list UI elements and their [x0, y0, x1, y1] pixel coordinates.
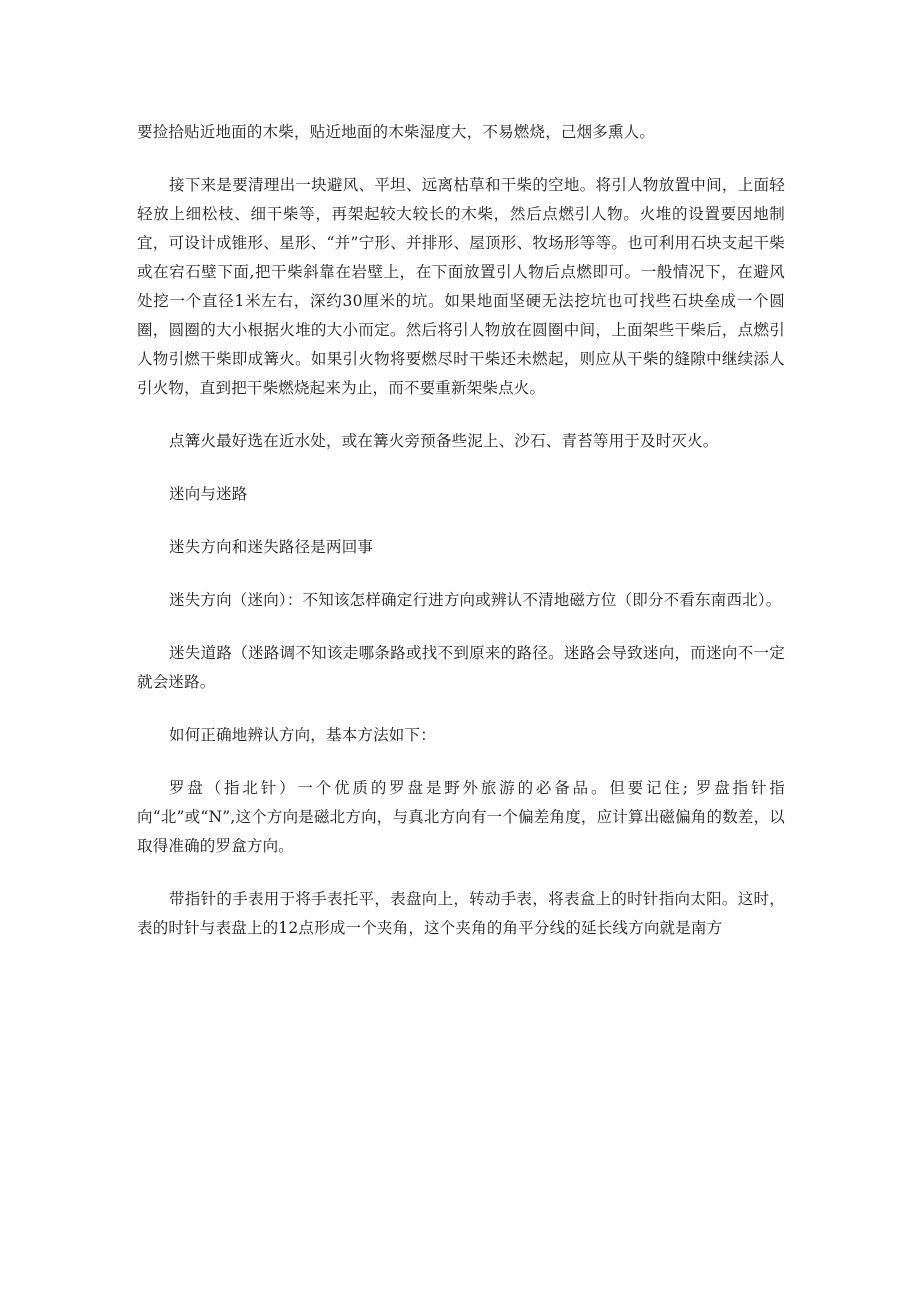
paragraph-campfire-setup: 接下来是要清理出一块避风、平坦、远离枯草和干柴的空地。将引人物放置中间，上面轻轻放上细松枝、细干柴等，再架起较大较长的木柴，然后点燃引人物。火堆的设置要因地制宜，可设计成锥形、星形、“并”宁形、并排形、屋顶形、牧场形等等。也可利用石块支起干柴或在宕石壁下面,把干柴斜靠在岩壁上，在下面放置引人物后点燃即可。一般情况下，在避风处挖一个直径1米左右，深约30厘米的坑。如果地面坚硬无法挖坑也可找些石块垒成一个圆圈，圆圈的大小根据火堆的大小而定。然后将引人物放在圆圈中间，上面架些干柴后，点燃引人物引燃干柴即成篝火。如果引火物将要燃尽时干柴还未燃起，则应从干柴的缝隙中继续添人引火物，直到把干柴燃烧起来为止，而不要重新架柴点火。 [137, 176, 785, 397]
paragraph-compass: 罗盘（指北针）一个优质的罗盘是野外旅游的必备品。但要记住; 罗盘指针指向“北”或“N”,这个方向是磁北方向，与真北方向有一个偏差角度，应计算出磁偏角的数差，以取得准确的罗盒方向。 [137, 779, 785, 855]
document-page [137, 118, 785, 943]
paragraph-lost-distinction: 迷失方向和迷失路径是两回事 [169, 538, 374, 556]
paragraph-firewood-note: 要捡拾贴近地面的木柴，贴近地面的木柴湿度大，不易燃烧，己烟多熏人。 [137, 123, 656, 141]
paragraph-watch-method: 带指针的手表用于将手表托平，表盘向上，转动手表，将表盒上的时针指向太阳。这时，表的时针与表盘上的12点形成一个夹角，这个夹角的角平分线的延长线方向就是南方 [137, 890, 785, 937]
paragraph-lost-road: 迷失道路（迷路调不知该走哪条路或找不到原来的路径。迷路会导致迷向，而迷向不一定就会迷路。 [137, 644, 785, 691]
paragraph-fire-safety: 点篝火最好选在近水处，或在篝火旁预备些泥上、沙石、青苔等用于及时灭火。 [169, 432, 719, 450]
paragraph-methods-intro: 如何正确地辨认方向，基本方法如下： [169, 726, 436, 744]
section-heading-lost: 迷向与迷路 [169, 485, 248, 503]
paragraph-lost-direction: 迷失方向（迷向）：不知该怎样确定行进方向或辨认不清地磁方位（即分不看东南西北）。 [169, 591, 782, 609]
